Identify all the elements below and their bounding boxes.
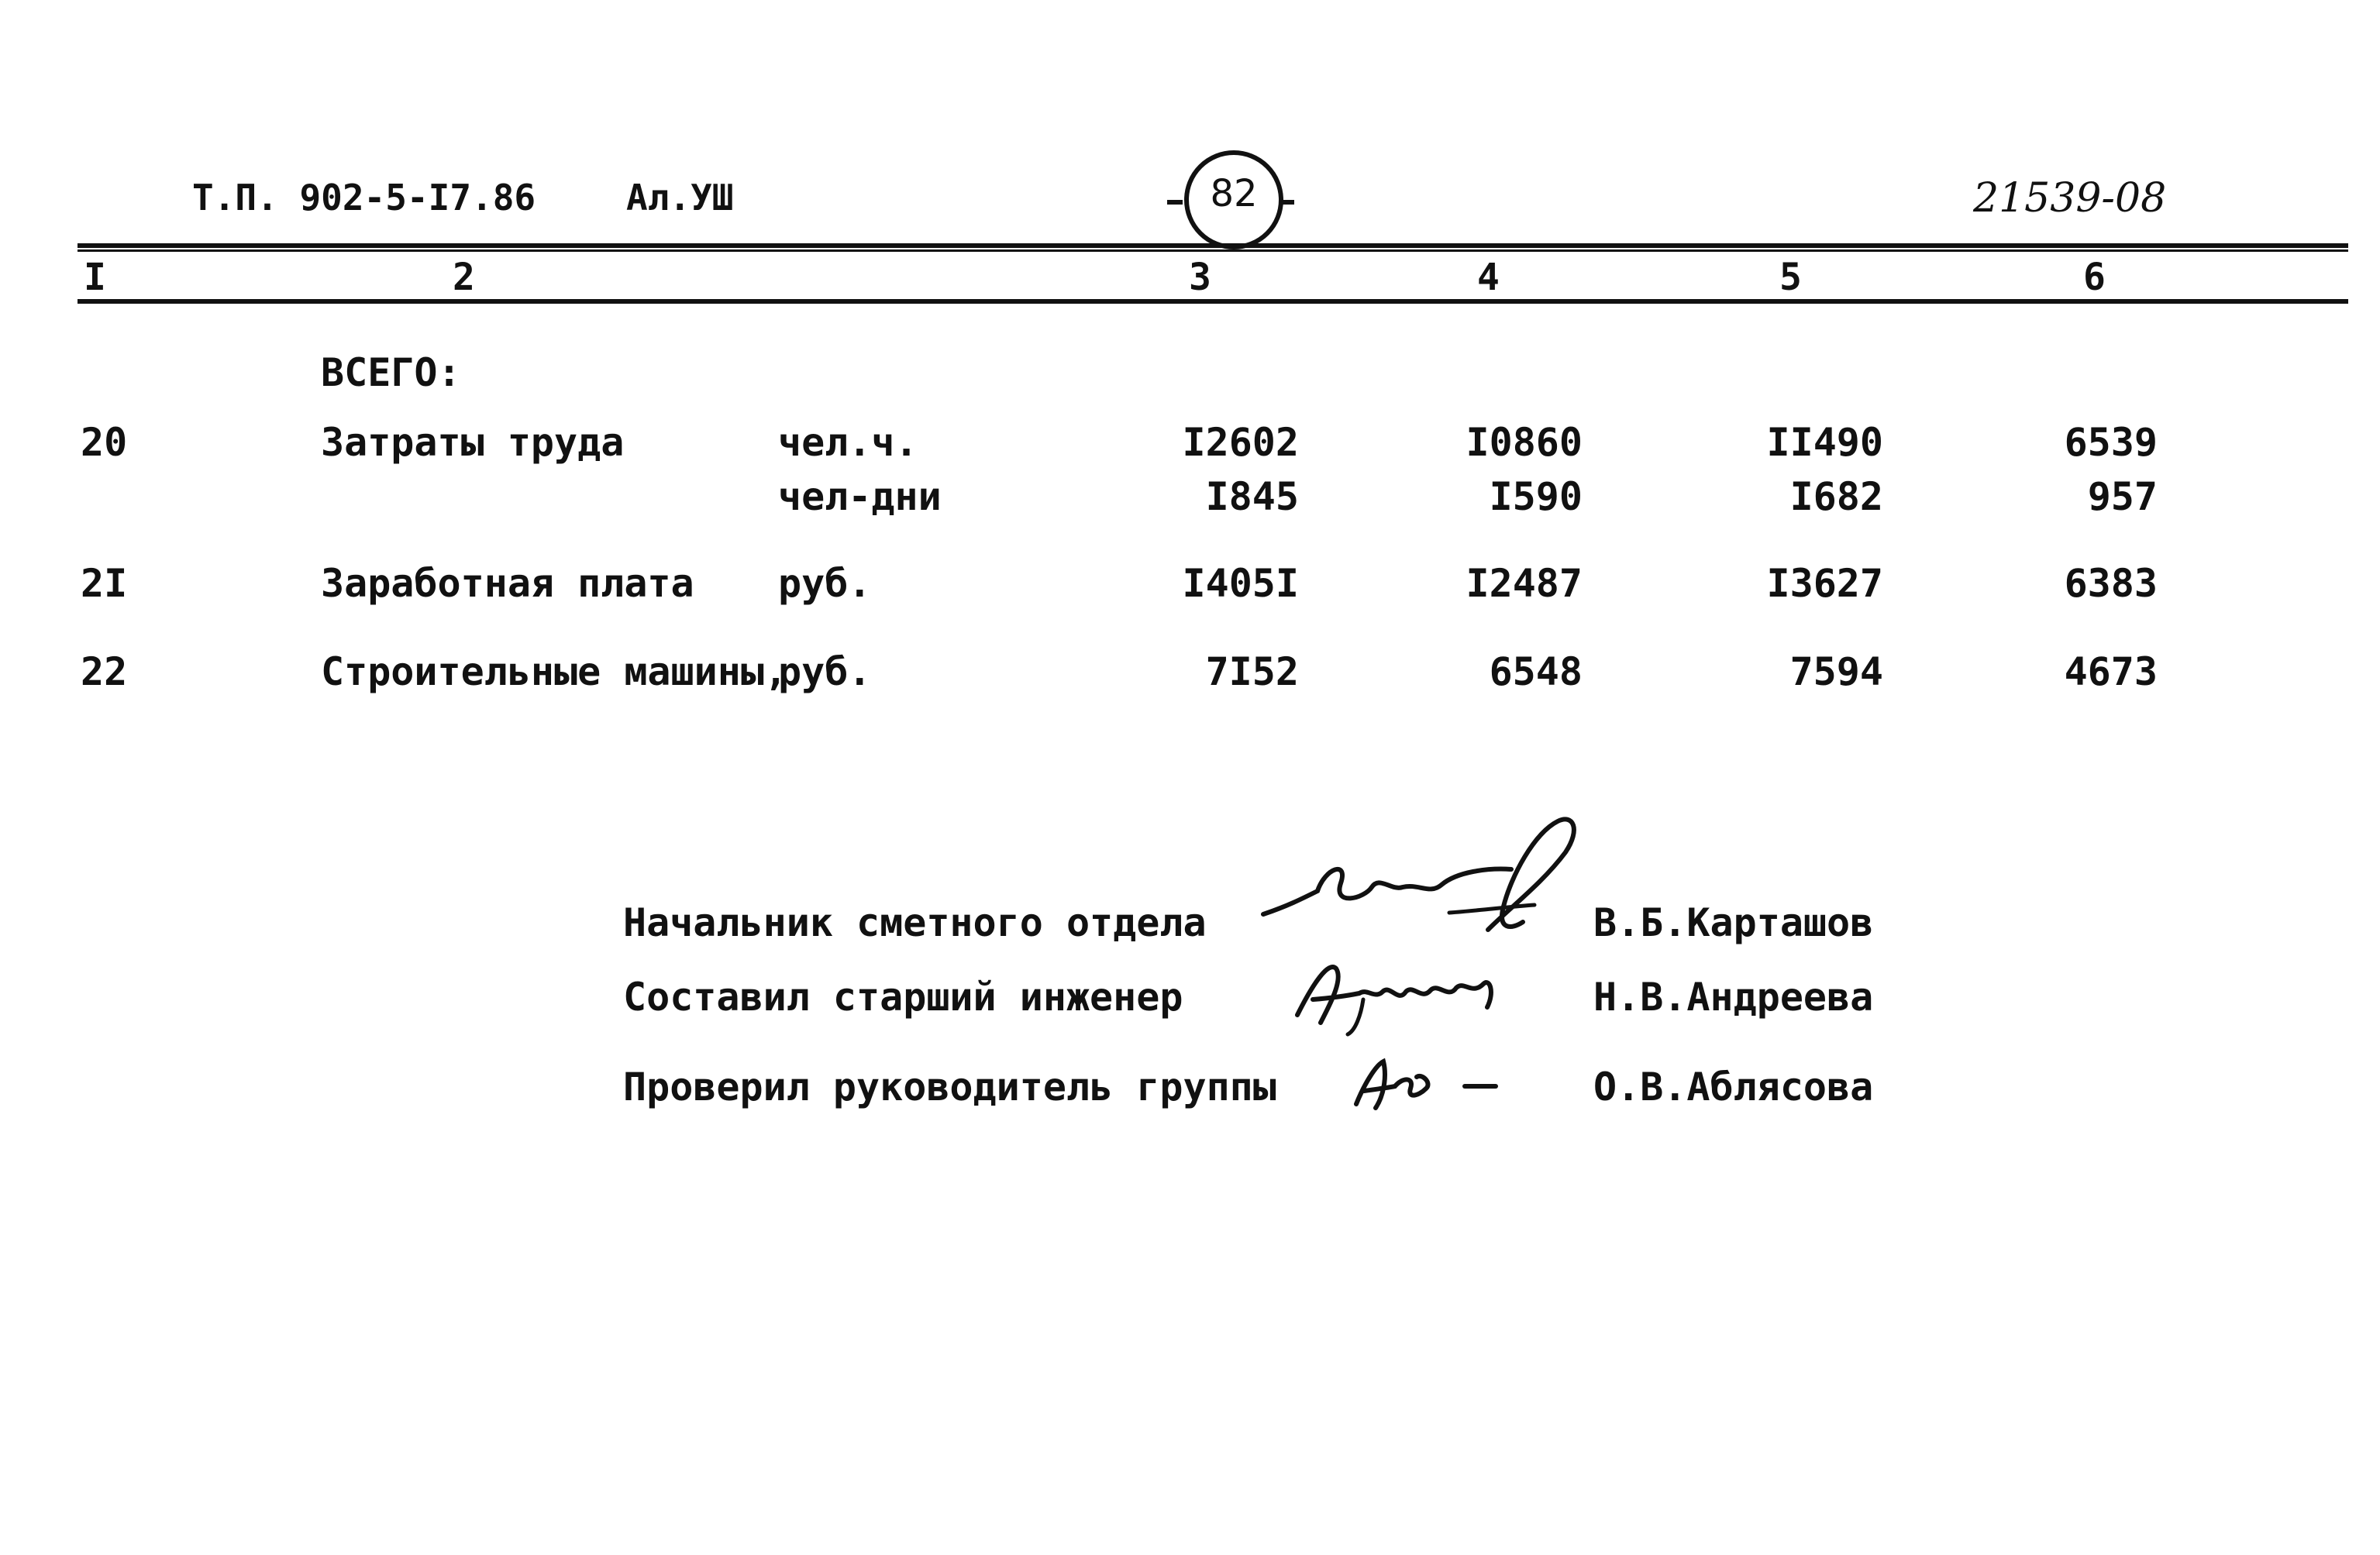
column-number-5: 5 <box>1779 256 1802 299</box>
signature-role: Проверил руководитель группы <box>623 1065 1276 1109</box>
project-reference: Т.П. 902-5-I7.86 <box>192 177 536 218</box>
row-unit: руб. <box>778 561 872 606</box>
row-name: Заработная плата <box>321 561 694 606</box>
row-number: 20 <box>81 420 128 465</box>
page-number-dash-left <box>1167 200 1183 205</box>
page-number: 82 <box>1210 172 1258 215</box>
total-label: ВСЕГО: <box>321 350 461 395</box>
column-number-2: 2 <box>453 256 475 299</box>
row-value-col5: II490 <box>1766 420 1883 465</box>
column-header-bottom-rule <box>77 299 2348 304</box>
row-value-col4: I2487 <box>1466 561 1583 606</box>
handwritten-signature-3 <box>1348 1054 1519 1116</box>
column-number-6: 6 <box>2083 256 2106 299</box>
row-value-col4: 6548 <box>1489 649 1583 694</box>
column-number-1: I <box>84 256 106 299</box>
row-unit: чел.ч. <box>778 420 918 465</box>
row-value-col4: I0860 <box>1466 420 1583 465</box>
signature-name: В.Б.Карташов <box>1593 900 1874 945</box>
column-number-3: 3 <box>1189 256 1211 299</box>
row-value-col6: 957 <box>2087 474 2158 519</box>
handwritten-signature-2 <box>1290 953 1507 1038</box>
album-label: Ал.УШ <box>626 177 734 218</box>
table-top-rule-thin <box>77 249 2348 252</box>
row-value-col6: 6383 <box>2064 561 2158 606</box>
row-value-col6: 6539 <box>2064 420 2158 465</box>
page-number-dash-right <box>1279 200 1294 205</box>
row-name: Строительные машины, <box>321 649 788 694</box>
signature-role: Составил старший инженер <box>623 975 1183 1020</box>
signature-name: О.В.Аблясова <box>1593 1065 1874 1109</box>
column-number-4: 4 <box>1477 256 1500 299</box>
table-top-rule <box>77 243 2348 248</box>
row-value-col3: I2602 <box>1182 420 1299 465</box>
row-value-col5: I3627 <box>1766 561 1883 606</box>
row-value-col6: 4673 <box>2064 649 2158 694</box>
row-value-col3: I845 <box>1205 474 1299 519</box>
row-value-col5: 7594 <box>1789 649 1883 694</box>
document-code: 21539-08 <box>1973 175 2167 222</box>
row-value-col3: I405I <box>1182 561 1299 606</box>
row-value-col4: I590 <box>1489 474 1583 519</box>
signature-role: Начальник сметного отдела <box>623 900 1207 945</box>
row-unit: чел-дни <box>778 474 942 519</box>
handwritten-signature-1 <box>1255 814 1604 945</box>
row-number: 22 <box>81 649 128 694</box>
row-value-col3: 7I52 <box>1205 649 1299 694</box>
signature-name: Н.В.Андреева <box>1593 975 1874 1020</box>
row-name: Затраты труда <box>321 420 625 465</box>
row-value-col5: I682 <box>1789 474 1883 519</box>
row-number: 2I <box>81 561 128 606</box>
row-unit: руб. <box>778 649 872 694</box>
